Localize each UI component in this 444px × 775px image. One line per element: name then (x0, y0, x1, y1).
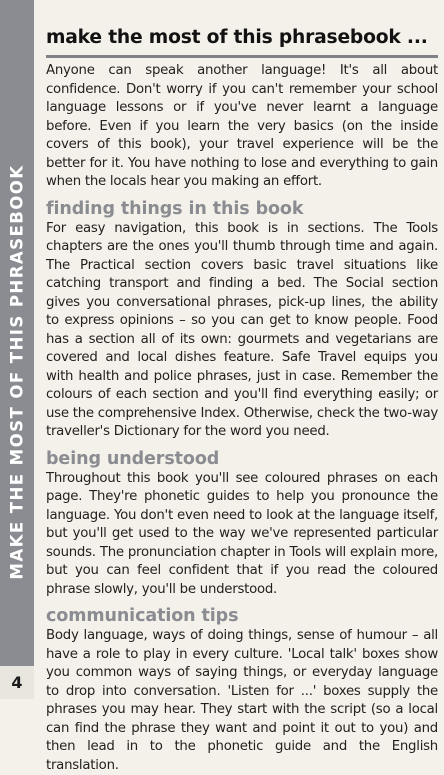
section-body-finding-things: For easy navigation, this book is in sections. The Tools chapters are the ones you'll thumb through time and again. The Practical section covers basic travel situations like catching transport and finding a bed. The Social section gives you conversational phrases, pick-up lines, the ability to express opinions – so you can get to know people. Food has a section all of its own: gourmets and vegetarians are covered and local dishes feature. Safe Travel equips you with health and police phrases, just in case. Remember the colours of each section and you'll find everything easily; or use the comprehensive Index. Otherwise, check the two-way traveller's Dictionary for the word you need. (46, 220, 438, 439)
intro-paragraph: Anyone can speak another language! It's all about confidence. Don't worry if you can't remember your school language lessons or if you've never learnt a language before. Even if you learn the very basics (on the inside covers of this book), your travel experience will be the better for it. You have nothing to lose and everything to gain when the locals hear you making an effort. (46, 63, 438, 189)
section-heading-finding-things: finding things in this book (46, 198, 304, 219)
running-title: MAKE THE MOST OF THIS PHRASEBOOK (7, 164, 27, 580)
section-heading-being-understood: being understood (46, 448, 220, 469)
page-title: make the most of this phrasebook ... (46, 27, 428, 48)
side-strip (0, 0, 34, 699)
section-body-communication-tips: Body language, ways of doing things, sense of humour – all have a role to play in every culture. 'Local talk' boxes show you common ways of saying things, or everyday language to drop into conversation. 'Listen for ...' boxes supply the phrases you may hear. They start with the script (so a local can find the phrase they want and point it out to you) and then lead in to the phonetic guide and the English translation. (46, 628, 438, 773)
page-content (46, 27, 438, 775)
title-rule (46, 55, 438, 58)
page-number: 4 (0, 666, 34, 699)
section-heading-communication-tips: communication tips (46, 606, 239, 626)
section-body-being-understood: Throughout this book you'll see coloured phrases on each page. They're phonetic guides to help you pronounce the language. You don't even need to look at the language itself, but you'll get used to the way we've represented particular sounds. The pronunciation chapter in Tools will explain more, but you can feel confident that if you read the coloured phrase slowly, you'll be understood. (46, 470, 438, 597)
